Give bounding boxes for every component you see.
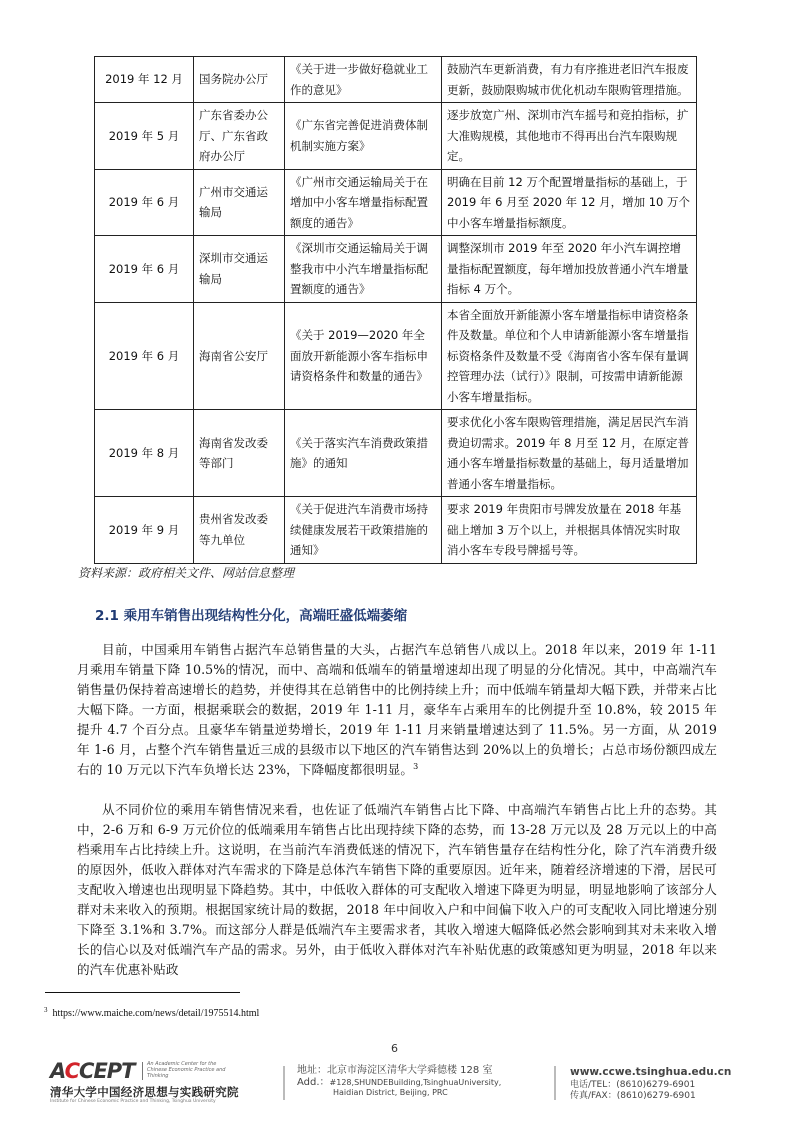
cell-document: 《关于 2019—2020 年全面放开新能源小客车指标申请资格条件和数量的通告》	[285, 302, 442, 410]
footnote-reference[interactable]: 3	[413, 761, 419, 771]
cell-org: 海南省公安厅	[194, 302, 285, 410]
fax-line	[570, 1091, 731, 1102]
tel-line	[570, 1080, 731, 1091]
address-en-line2: Haidian District, Beijing, PRC	[333, 1088, 448, 1097]
cell-document: 《关于落实汽车消费政策措施》的通知	[285, 410, 442, 497]
table-row	[95, 57, 697, 103]
contact-block	[570, 1064, 731, 1102]
tel-label: 电话/TEL：	[570, 1080, 617, 1090]
cell-description: 要求优化小客车限购管理措施，满足居民汽车消费迫切需求。2019 年 8 月至 12 月，在原定普通小客车增量指标数量的基础上，每月适量增加普通小客车增量指标。	[442, 410, 697, 497]
logo-accent-letter: C	[64, 1059, 80, 1083]
footnote-number: 3	[44, 1005, 48, 1014]
address-en-label: Add.：	[297, 1077, 330, 1088]
table-row	[95, 169, 697, 236]
cell-document: 《深圳市交通运输局关于调整我市中小汽车增量指标配置额度的通告》	[285, 236, 442, 303]
cell-date: 2019 年 12 月	[95, 57, 194, 103]
website-link[interactable]: www.ccwe.tsinghua.edu.cn	[570, 1066, 732, 1078]
body-paragraph-1	[77, 640, 717, 780]
section-heading: 2.1 乘用车销售出现结构性分化，高端旺盛低端萎缩	[95, 608, 408, 624]
cell-org: 深圳市交通运输局	[194, 236, 285, 303]
cell-org: 广州市交通运输局	[194, 169, 285, 236]
cell-date: 2019 年 8 月	[95, 410, 194, 497]
cell-date: 2019 年 6 月	[95, 169, 194, 236]
paragraph-text: 目前，中国乘用车销售占据汽车总销售量的大头，占据汽车总销售八成以上。2018 年以来，2019 年 1-11 月乘用车销量下降 10.5%的情况，而中、高端和低端车的销量增速却出现了明显的分化情况。其中，中高端汽车销售量仍保持着高速增长的趋势，并使得其在总销售中的比例持续上升；而中低端车销量却大幅下跌，并带来占比大幅下降。一方面，根据乘联会的数据，2019 年 1-11 月，豪华车占乘用车的比例提升至 10.8%，较 2015 年提升 4.7 个百分点。且豪华车销量逆势增长，2019 年 1-11 月来销量增速达到了 11.5%。另一方面，从 2019 年 1-6 月，占整个汽车销售量近三成的县级市以下地区的汽车销售达到 20%以上的负增长；占总市场份额四成左右的 10 万元以下汽车负增长达 23%，下降幅度都很明显。	[77, 642, 717, 777]
page-footer	[0, 1058, 793, 1108]
table-row	[95, 103, 697, 170]
footnote-link[interactable]: https://www.maiche.com/news/detail/1975514.html	[52, 1008, 260, 1019]
footnote-divider	[45, 992, 240, 993]
address-cn-value: 北京市海淀区清华大学舜德楼 128 室	[327, 1065, 493, 1076]
footer-divider	[554, 1066, 556, 1100]
footnote	[44, 1005, 260, 1019]
address-cn	[297, 1064, 501, 1078]
cell-document: 《广东省完善促进消费体制机制实施方案》	[285, 103, 442, 170]
address-cn-label: 地址：	[297, 1065, 327, 1076]
cell-description: 要求 2019 年贵阳市号牌发放量在 2018 年基础上增加 3 万个以上，并根据具体情况实时取消小客车专段号牌摇号等。	[442, 497, 697, 564]
address-block	[297, 1064, 501, 1098]
footer-divider	[283, 1066, 285, 1100]
institute-name-cn: 清华大学中国经济思想与实践研究院	[50, 1085, 239, 1099]
page-number: 6	[391, 1042, 398, 1055]
acept-logo	[50, 1060, 265, 1106]
logo-tagline: An Academic Center for the Chinese Economic Practice and Thinking	[147, 1061, 226, 1079]
cell-org: 广东省委办公厅、广东省政府办公厅	[194, 103, 285, 170]
cell-document: 《广州市交通运输局关于在增加中小客车增量指标配置额度的通告》	[285, 169, 442, 236]
cell-date: 2019 年 6 月	[95, 236, 194, 303]
tel-value: (8610)6279-6901	[616, 1080, 696, 1090]
table-source-note: 资料来源：政府相关文件、网站信息整理	[78, 566, 295, 580]
fax-label: 传真/FAX：	[570, 1091, 617, 1101]
logo-wordmark	[50, 1060, 135, 1082]
cell-description: 明确在目前 12 万个配置增量指标的基础上，于 2019 年 6 月至 2020 年 12 月，增加 10 万个中小客车增量指标额度。	[442, 169, 697, 236]
cell-org: 海南省发改委等部门	[194, 410, 285, 497]
address-en-line1: #128,SHUNDEBuilding,TsinghuaUniversity,	[329, 1078, 502, 1087]
table-row	[95, 410, 697, 497]
cell-description: 调整深圳市 2019 年至 2020 年小汽车调控增量指标配置额度，每年增加投放普通小汽车增量指标 4 万个。	[442, 236, 697, 303]
logo-divider	[142, 1062, 143, 1080]
table-row	[95, 302, 697, 410]
cell-org: 国务院办公厅	[194, 57, 285, 103]
cell-document: 《关于促进汽车消费市场持续健康发展若干政策措施的通知》	[285, 497, 442, 564]
cell-org: 贵州省发改委等九单位	[194, 497, 285, 564]
cell-description: 本省全面放开新能源小客车增量指标申请资格条件及数量。单位和个人申请新能源小客车增量指标资格条件及数量不受《海南省小客车保有量调控管理办法（试行）》限制，可按需申请新能源小客车增量指标。	[442, 302, 697, 410]
logo-letter: A	[50, 1059, 65, 1083]
table-row	[95, 497, 697, 564]
cell-date: 2019 年 6 月	[95, 302, 194, 410]
body-paragraph-2: 从不同价位的乘用车销售情况来看，也佐证了低端汽车销售占比下降、中高端汽车销售占比上升的态势。其中，2-6 万和 6-9 万元价位的低端乘用车销售占比出现持续下降的态势，而 13-28 万元以及 28 万元以上的中高档乘用车占比持续上升。这说明，在当前汽车消费低迷的情况下，汽车销售量存在结构性分化，除了汽车消费升级的原因外，低收入群体对汽车需求的下降是总体汽车销售下降的重要原因。近年来，随着经济增速的下滑，居民可支配收入增速也出现明显下降趋势。其中，中低收入群体的可支配收入增速下降更为明显，明显地影响了该部分人群对未来收入的预期。根据国家统计局的数据，2018 年中间收入户和中间偏下收入户的可支配收入同比增速分别下降至 3.1%和 3.7%。而这部分人群是低端汽车主要需求者，其收入增速大幅降低必然会影响到其对未来收入增长的信心以及对低端汽车产品的需求。另外，由于低收入群体对汽车补贴优惠的政策感知更为明显，2018 年以来的汽车优惠补贴政	[77, 802, 717, 977]
cell-date: 2019 年 5 月	[95, 103, 194, 170]
table-row	[95, 236, 697, 303]
address-en	[297, 1078, 501, 1098]
cell-description: 鼓励汽车更新消费，有力有序推进老旧汽车报废更新，鼓励限购城市优化机动车限购管理措施。	[442, 57, 697, 103]
logo-letters: CEPT	[79, 1059, 135, 1083]
cell-document: 《关于进一步做好稳就业工作的意见》	[285, 57, 442, 103]
policy-table	[94, 56, 697, 564]
fax-value: (8610)6279-6901	[616, 1091, 696, 1101]
cell-date: 2019 年 9 月	[95, 497, 194, 564]
cell-description: 逐步放宽广州、深圳市汽车摇号和竞拍指标，扩大准购规模，其他地市不得再出台汽车限购规定。	[442, 103, 697, 170]
institute-name-en: Institute for Chinese Economic Practice and Thinking, Tsinghua University	[50, 1099, 216, 1104]
